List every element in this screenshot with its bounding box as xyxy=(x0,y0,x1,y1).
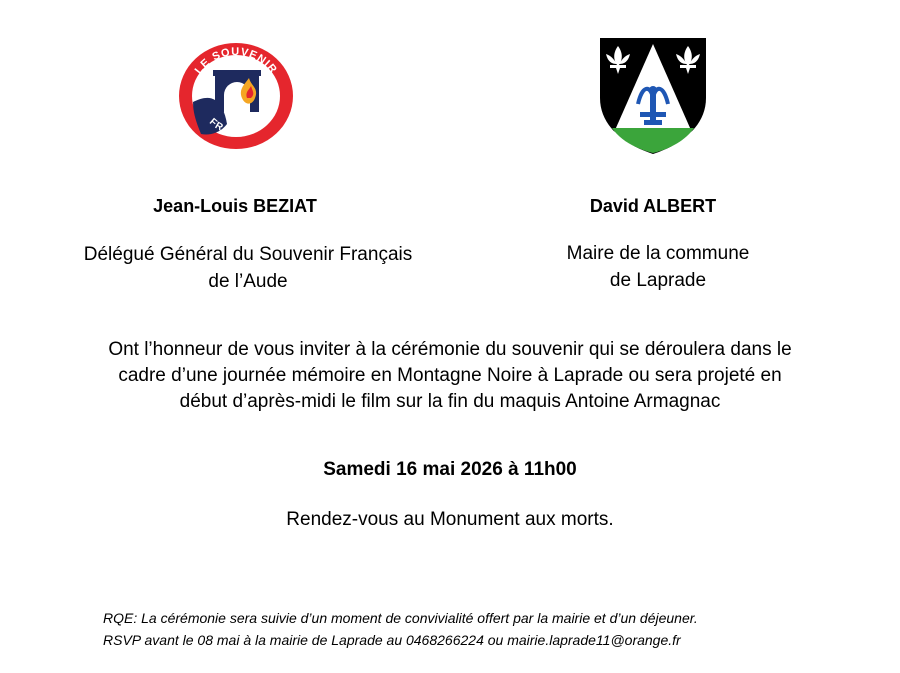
left-title-line2: de l’Aude xyxy=(208,271,288,292)
souvenir-francais-logo xyxy=(175,40,297,152)
left-signatory-title xyxy=(48,241,448,295)
meeting-point: Rendez-vous au Monument aux morts. xyxy=(286,509,614,530)
right-title-line2: de Laprade xyxy=(609,270,707,291)
event-date: Samedi 16 mai 2026 à 11h00 xyxy=(323,459,577,480)
logo-text-top: LE SOUVENIR xyxy=(192,45,280,77)
footer-notes xyxy=(103,607,883,651)
right-title-line1: Maire de la commune xyxy=(566,243,750,264)
right-signatory-title xyxy=(508,240,808,294)
notes-line1: RQE: La cérémonie sera suivie d’un moment de convivialité offert par la mairie et d’un déjeuner. xyxy=(103,610,698,626)
laprade-coat-of-arms-icon xyxy=(598,36,708,156)
invitation-line1: Ont l’honneur de vous inviter à la cérémonie du souvenir qui se déroulera dans le xyxy=(108,339,792,360)
left-signatory-name: Jean-Louis BEZIAT xyxy=(153,196,317,216)
left-title-line1: Délégué Général du Souvenir Français xyxy=(83,244,413,265)
invitation-text xyxy=(20,337,880,415)
invitation-line2: cadre d’une journée mémoire en Montagne Noire à Laprade ou sera projeté en xyxy=(118,365,782,386)
invitation-line3: début d’après-midi le film sur la fin du maquis Antoine Armagnac xyxy=(179,391,721,412)
right-signatory-name: David ALBERT xyxy=(589,196,717,216)
logo-text-bottom: FRANÇAIS xyxy=(207,116,266,138)
notes-line2: RSVP avant le 08 mai à la mairie de Laprade au 0468266224 ou mairie.laprade11@orange.fr xyxy=(103,632,681,648)
